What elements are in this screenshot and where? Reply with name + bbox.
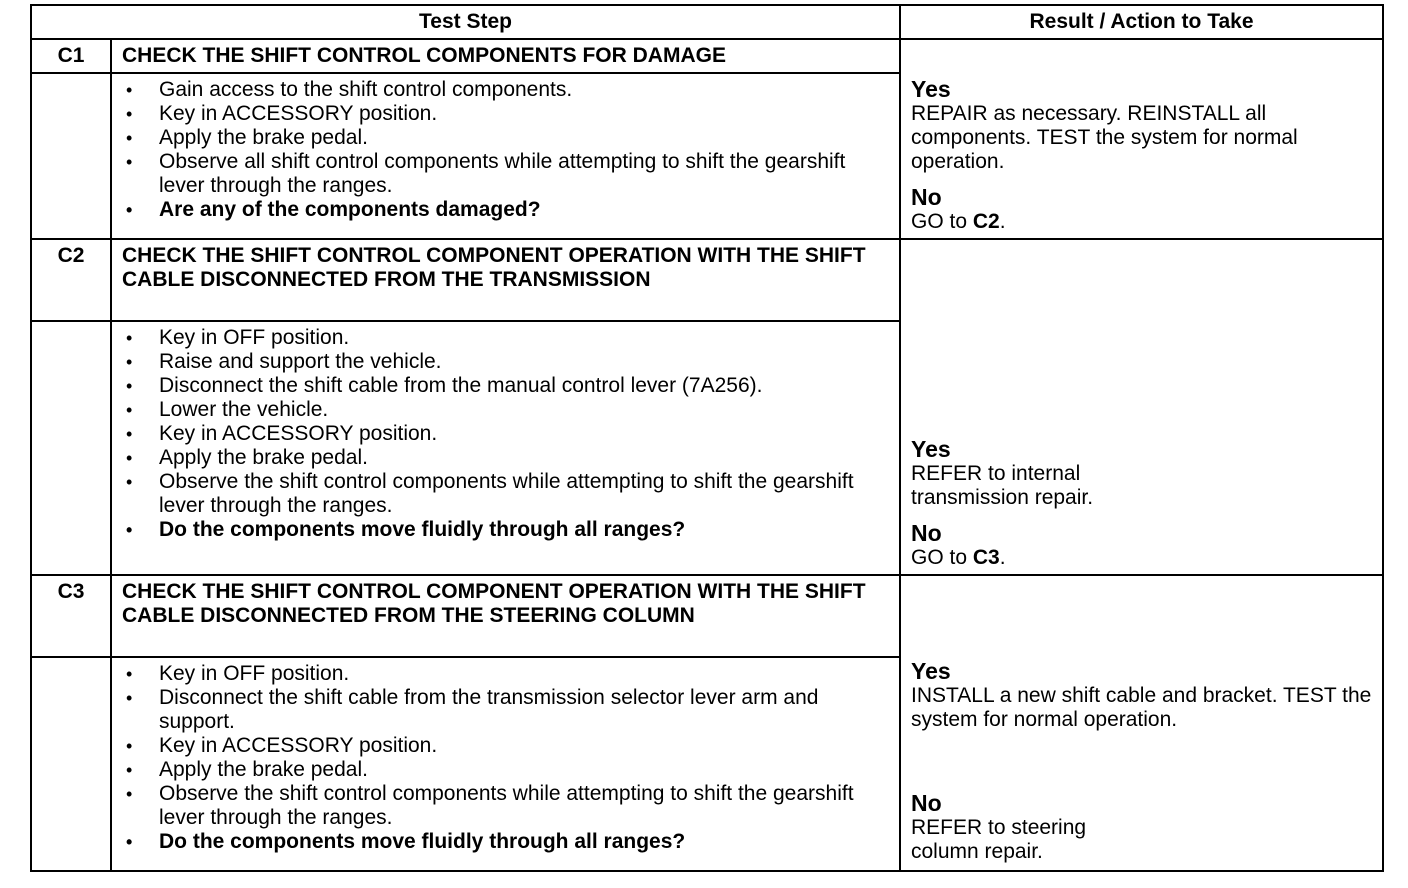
no-text: REFER to steering column repair. — [911, 816, 1087, 863]
step-instructions — [111, 321, 900, 575]
no-ref: C3 — [972, 546, 1000, 569]
no-text: GO to C2. — [911, 210, 1006, 233]
yes-text: REFER to internal transmission repair. — [911, 462, 1094, 509]
result-cell — [900, 39, 1383, 239]
no-label: No — [911, 520, 942, 546]
list-item: • Gain access to the shift control components. — [122, 78, 889, 102]
step-code: C1 — [31, 39, 111, 73]
no-ref: C2 — [972, 210, 1000, 233]
step-question: • Do the components move fluidly through all ranges? — [122, 830, 889, 854]
list-item: • Apply the brake pedal. — [122, 446, 889, 470]
step-code-blank — [31, 657, 111, 871]
list-item: • Key in OFF position. — [122, 326, 889, 350]
no-text: GO to C3. — [911, 546, 1006, 569]
step-code: C2 — [31, 239, 111, 321]
list-item: • Observe the shift control components while attempting to shift the gearshift lever through the ranges. — [122, 782, 889, 830]
step-instructions — [111, 657, 900, 871]
result-cell — [900, 575, 1383, 871]
list-item: • Observe the shift control components while attempting to shift the gearshift lever through the ranges. — [122, 470, 889, 518]
yes-label: Yes — [911, 658, 951, 684]
header-result-action: Result / Action to Take — [900, 5, 1383, 39]
list-item: • Key in OFF position. — [122, 662, 889, 686]
yes-text: INSTALL a new shift cable and bracket. TEST the system for normal operation. — [911, 684, 1372, 731]
list-item: • Key in ACCESSORY position. — [122, 102, 889, 126]
list-item: • Disconnect the shift cable from the transmission selector lever arm and support. — [122, 686, 889, 734]
diagnostic-table — [30, 4, 1384, 872]
step-instructions — [111, 73, 900, 239]
list-item: • Key in ACCESSORY position. — [122, 422, 889, 446]
list-item: • Observe all shift control components while attempting to shift the gearshift lever through the ranges. — [122, 150, 889, 198]
list-item: • Apply the brake pedal. — [122, 758, 889, 782]
step-code: C3 — [31, 575, 111, 657]
yes-label: Yes — [911, 76, 951, 102]
list-item: • Key in ACCESSORY position. — [122, 734, 889, 758]
list-item: • Lower the vehicle. — [122, 398, 889, 422]
step-code-blank — [31, 321, 111, 575]
yes-label: Yes — [911, 436, 951, 462]
result-cell — [900, 239, 1383, 575]
no-label: No — [911, 790, 942, 816]
step-question: • Are any of the components damaged? — [122, 198, 889, 222]
list-item: • Disconnect the shift cable from the manual control lever (7A256). — [122, 374, 889, 398]
step-title: CHECK THE SHIFT CONTROL COMPONENT OPERATION WITH THE SHIFT CABLE DISCONNECTED FROM THE TRANSMISSION — [111, 239, 900, 321]
yes-text: REPAIR as necessary. REINSTALL all components. TEST the system for normal operation. — [911, 102, 1298, 173]
step-title: CHECK THE SHIFT CONTROL COMPONENTS FOR DAMAGE — [111, 39, 900, 73]
list-item: • Raise and support the vehicle. — [122, 350, 889, 374]
step-title: CHECK THE SHIFT CONTROL COMPONENT OPERATION WITH THE SHIFT CABLE DISCONNECTED FROM THE STEERING COLUMN — [111, 575, 900, 657]
header-test-step: Test Step — [31, 5, 900, 39]
no-label: No — [911, 184, 942, 210]
step-question: • Do the components move fluidly through all ranges? — [122, 518, 889, 542]
step-code-blank — [31, 73, 111, 239]
list-item: • Apply the brake pedal. — [122, 126, 889, 150]
